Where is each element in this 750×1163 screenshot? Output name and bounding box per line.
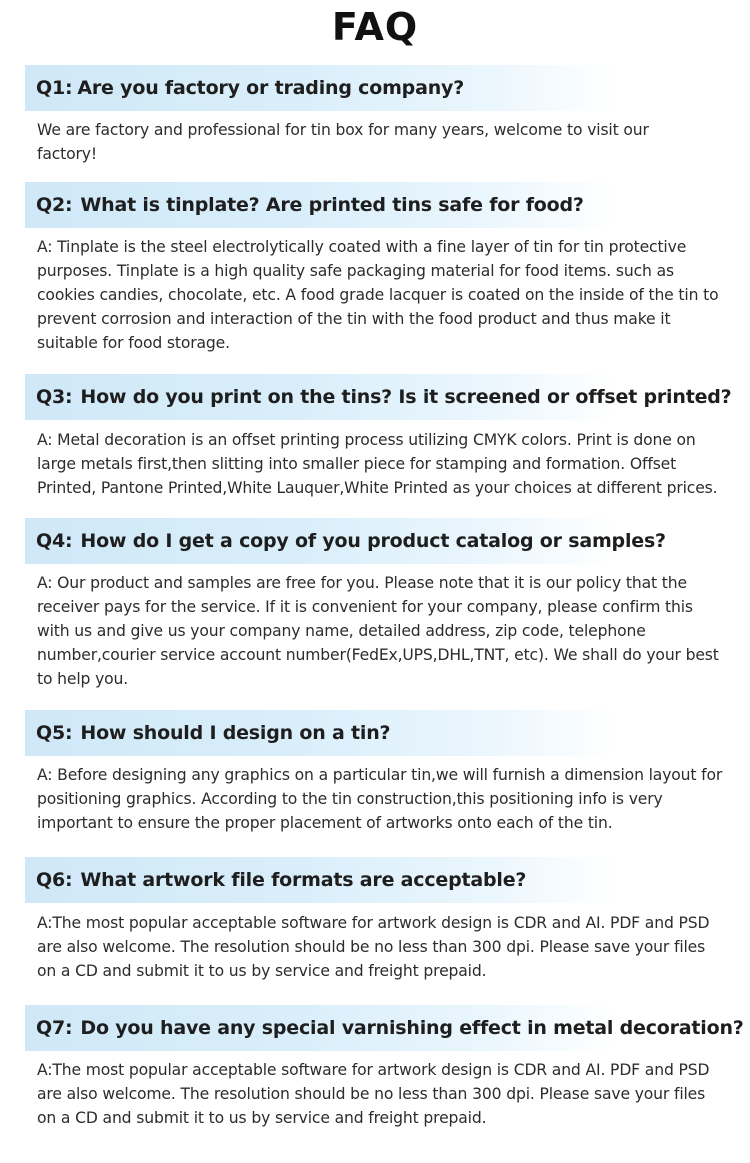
question-bar [25,857,615,903]
question-text [36,1017,744,1039]
answer-text: A: Metal decoration is an offset printing process utilizing CMYK colors. Print is done on large metals first,then slitting into smaller piece for stamping and formation. Offset Printed, Pantone Printed,White Lauquer,White Printed as your choices at different prices. [37,431,718,497]
page-title: FAQ [331,5,419,49]
question-bar [25,374,732,420]
question-label: How should I design on a tin? [80,722,391,744]
question-text [36,77,464,99]
question-bar [25,1005,744,1051]
question-number: Q1: [36,77,73,99]
question-bar [25,65,615,111]
question-label: How do you print on the tins? Is it screened or offset printed? [80,386,732,408]
question-text [36,869,526,891]
question-number: Q7: [36,1017,73,1039]
answer-text: A: Our product and samples are free for you. Please note that it is our policy that the receiver pays for the service. If it is convenient for your company, please confirm this with us and give us your company name, detailed address, zip code, telephone number,courier service account number(FedEx,UPS,DHL,TNT, etc). We shall do your best to help you. [37,574,719,688]
question-number: Q5: [36,722,73,744]
question-bar [25,182,615,228]
question-number: Q2: [36,194,73,216]
answer-text: A: Tinplate is the steel electrolytically coated with a fine layer of tin for tin protective purposes. Tinplate is a high quality safe packaging material for food items. such as cookies candies, chocolate, etc. A food grade lacquer is coated on the inside of the tin to prevent corrosion and interaction of the tin with the food product and thus make it suitable for food storage. [37,238,719,352]
question-number: Q4: [36,530,73,552]
question-bar [25,710,615,756]
answer-text: A: Before designing any graphics on a particular tin,we will furnish a dimension layout for positioning graphics. According to the tin construction,this positioning info is very important to ensure the proper placement of artworks onto each of the tin. [37,766,723,832]
answer-text: A:The most popular acceptable software for artwork design is CDR and AI. PDF and PSD are also welcome. The resolution should be no less than 300 dpi. Please save your files on a CD and submit it to us by service and freight prepaid. [37,914,710,980]
question-label: How do I get a copy of you product catalog or samples? [80,530,666,552]
answer-text: A:The most popular acceptable software for artwork design is CDR and AI. PDF and PSD are also welcome. The resolution should be no less than 300 dpi. Please save your files on a CD and submit it to us by service and freight prepaid. [37,1061,710,1127]
question-text [36,386,732,408]
question-text [36,530,666,552]
question-text [36,194,584,216]
question-bar [25,518,666,564]
question-number: Q6: [36,869,73,891]
question-number: Q3: [36,386,73,408]
question-text [36,722,390,744]
question-label: Do you have any special varnishing effect in metal decoration? [80,1017,744,1039]
answer-text: We are factory and professional for tin box for many years, welcome to visit our factory! [37,121,649,163]
question-label: What artwork file formats are acceptable? [80,869,527,891]
question-label: What is tinplate? Are printed tins safe for food? [80,194,584,216]
question-label: Are you factory or trading company? [77,77,465,99]
